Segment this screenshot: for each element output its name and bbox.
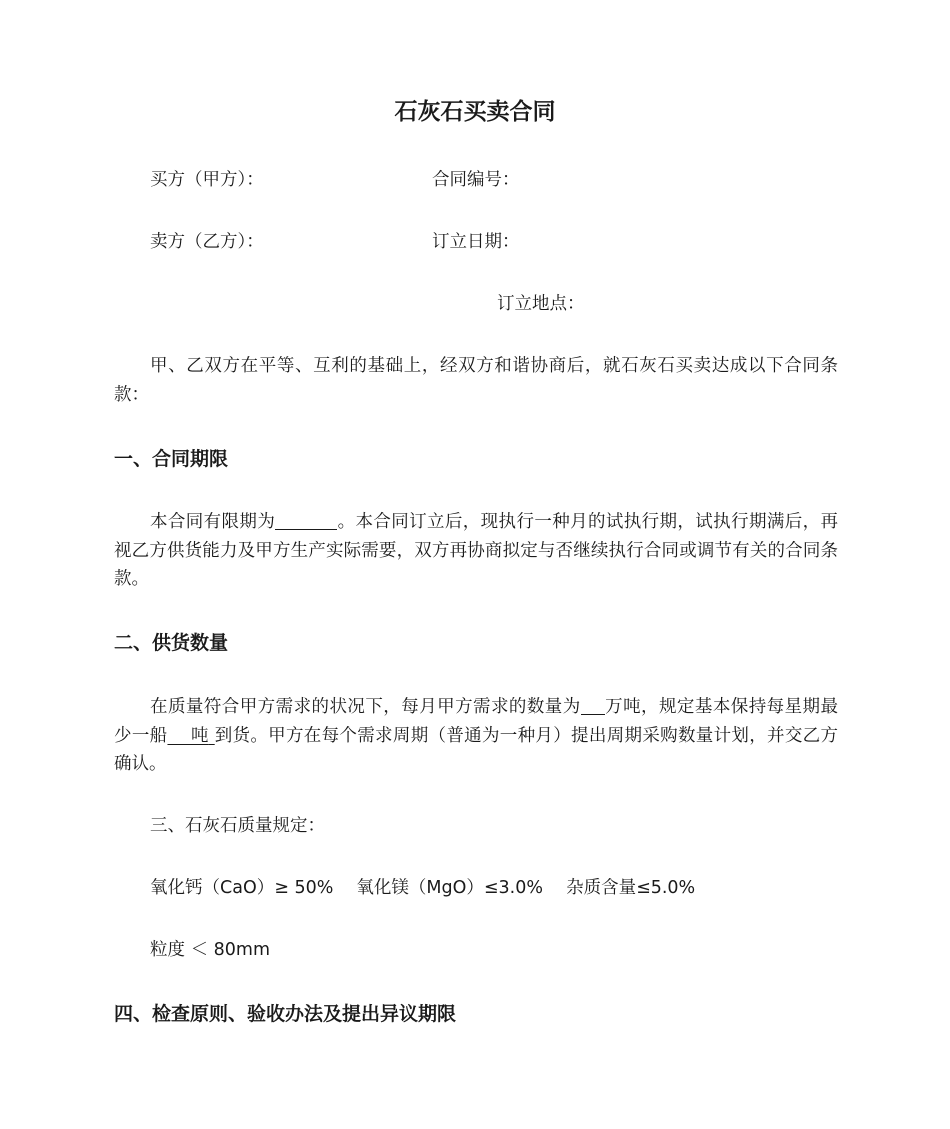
- section-4-heading: 四、检查原则、验收办法及提出异议期限: [114, 1003, 457, 1025]
- sign-place-label: 订立地点：: [497, 294, 585, 314]
- section-2-text-b: 万吨，规定基本保持每星期最少一船: [114, 697, 838, 746]
- sign-date-label: 订立日期：: [432, 232, 520, 252]
- term-blank[interactable]: [275, 510, 337, 530]
- section-3-heading: 三、石灰石质量规定：: [150, 816, 325, 836]
- section-1-text-after: 。本合同订立后，现执行一种月的试执行期，试执行期满后，再视乙方供货能力及甲方生产实际需要，双方再协商拟定与否继续执行合同或调节有关的合同条款。: [114, 512, 839, 589]
- section-1-heading: 一、合同期限: [114, 448, 229, 470]
- buyer-label: 买方（甲方）：: [150, 170, 264, 190]
- section-2-text-a: 在质量符合甲方需求的状况下，每月甲方需求的数量为: [150, 697, 581, 717]
- weekly-tonnage-blank[interactable]: [167, 726, 214, 746]
- section-1-text-before: 本合同有限期为: [150, 512, 276, 532]
- contract-number-label: 合同编号：: [432, 170, 520, 190]
- particle-size-line: 粒度 ＜ 80mm: [150, 940, 270, 960]
- quality-spec-line: 氧化钙（CaO）≥ 50% 氧化镁（MgO）≤3.0% 杂质含量≤5.0%: [150, 878, 696, 898]
- section-2-text-c: 到货。甲方在每个需求周期（普通为一种月）提出周期采购数量计划，并交乙方确认。: [114, 725, 838, 774]
- section-1-paragraph: [114, 508, 838, 594]
- seller-label: 卖方（乙方）：: [150, 232, 264, 252]
- intro-paragraph: 甲、乙双方在平等、互利的基础上，经双方和谐协商后，就石灰石买卖达成以下合同条款：: [114, 356, 838, 405]
- section-2-paragraph: [114, 693, 838, 779]
- section-2-heading: 二、供货数量: [114, 632, 229, 654]
- document-title: 石灰石买卖合同: [394, 99, 556, 125]
- weekly-tonnage-unit: 吨: [190, 725, 209, 746]
- monthly-quantity-blank[interactable]: [581, 695, 605, 715]
